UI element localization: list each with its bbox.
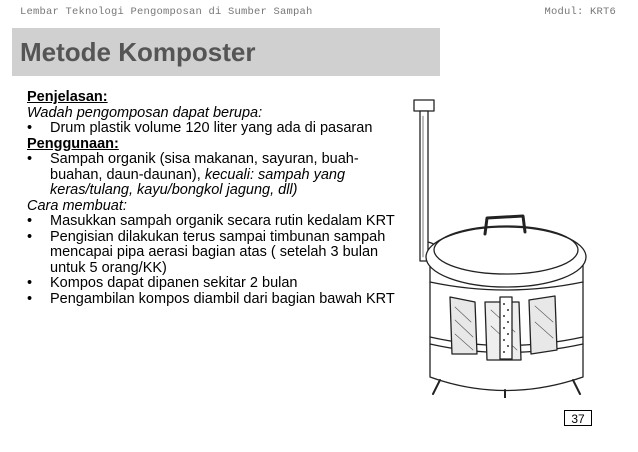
cara-list [27, 214, 407, 307]
aeration-pipe [420, 111, 428, 261]
content-body [27, 90, 407, 307]
list-item: • Masukkan sampah organik secara rutin kedalam KRT [27, 214, 407, 230]
drum-leg-right [573, 380, 580, 394]
title-bar [12, 28, 440, 76]
list-item [27, 152, 407, 199]
penjelasan-heading: Penjelasan: [27, 89, 108, 105]
compartment-right [529, 296, 557, 354]
list-item: • Kompos dapat dipanen sekitar 2 bulan [27, 276, 407, 292]
penggunaan-heading: Penggunaan: [27, 135, 119, 152]
list-item: • Pengisian dilakukan terus sampai timbunan sampah mencapai pipa aerasi bagian atas ( setelah 3 bulan untuk 5 orang/KK) [27, 230, 407, 277]
wadah-list [27, 121, 407, 137]
drum-lid [426, 227, 586, 287]
pipe-cap [414, 100, 434, 111]
center-pipe [500, 297, 512, 359]
wadah-line: Wadah pengomposan dapat berupa: [27, 104, 263, 121]
page-title: Metode Komposter [20, 37, 256, 67]
list-item: • Drum plastik volume 120 liter yang ada di pasaran [27, 121, 407, 137]
penggunaan-list [27, 152, 407, 199]
page-number: 37 [564, 410, 592, 426]
header-module-code: Modul: KRT6 [544, 6, 616, 18]
drum-leg-left [433, 380, 440, 394]
header-module-title: Lembar Teknologi Pengomposan di Sumber Sampah [20, 6, 313, 18]
penggunaan-exception: kecuali: sampah yang keras/tulang, kayu/bongkol jagung, dll) [50, 166, 346, 198]
penggunaan-text: Sampah organik (sisa makanan, sayuran, buah-buahan, daun-daunan), [50, 151, 359, 183]
compartment-left [450, 297, 477, 354]
cara-heading: Cara membuat: [27, 197, 127, 214]
composter-drum-illustration [405, 92, 605, 398]
list-item: • Pengambilan kompos diambil dari bagian bawah KRT [27, 292, 407, 308]
